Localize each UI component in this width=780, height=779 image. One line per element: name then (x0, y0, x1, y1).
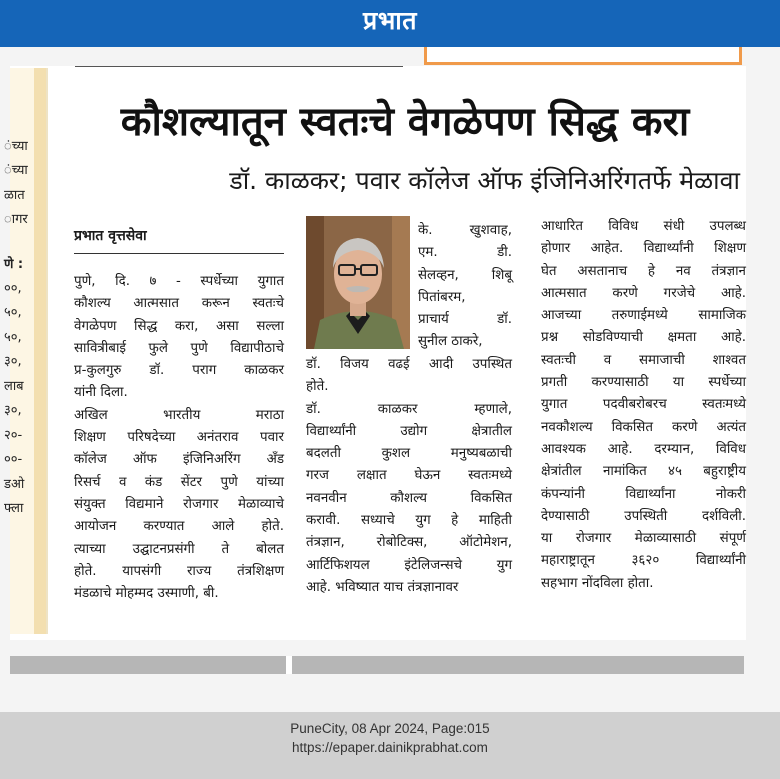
source-url[interactable]: https://epaper.dainikprabhat.com (292, 740, 488, 755)
text-line: सुनील ठाकरे, (418, 334, 483, 350)
article-byline: प्रभात वृत्तसेवा (74, 228, 147, 244)
text-line: आधारित विविध संधी उपलब्ध (541, 219, 746, 234)
text-line: स्वतःची व समाजाची शाश्वत (541, 352, 746, 368)
article-column-2-beside-photo (418, 220, 512, 354)
text-line: कंपन्यांनी विद्यार्थ्यांना नोकरी (541, 486, 746, 502)
adjacent-text-fragment: २०- (4, 428, 23, 443)
text-line: डॉ. काळकर म्हणाले, (306, 401, 512, 417)
byline-rule (74, 253, 284, 254)
adjacent-text-fragment: ंच्या (4, 139, 28, 154)
text-line: मंडळाचे मोहम्मद उस्माणी, बी. (74, 586, 219, 602)
text-line: आयोजन करण्यात आले होते. (74, 519, 284, 535)
text-line: कौशल्य आत्मसात करून स्वतःचे (74, 296, 284, 312)
text-line: आर्टिफिशयल इंटेलिजन्सचे युग (306, 557, 512, 573)
bottom-gray-bar-right (292, 656, 744, 674)
adjacent-box-edge (424, 47, 742, 65)
text-line: होणार आहेत. विद्यार्थ्यांनी शिक्षण (541, 241, 746, 257)
text-line: संयुक्त विद्यमाने रोजगार मेळाव्याचे (74, 496, 284, 512)
adjacent-text-fragment: ५०, (4, 330, 22, 345)
text-line: प्रश्न सोडविण्याची क्षमता आहे. (541, 330, 746, 346)
text-line: देण्यासाठी उपस्थिती दर्शविली. (541, 508, 746, 524)
text-line: एम. डी. (418, 245, 512, 261)
adjacent-text-fragment: ००, (4, 281, 22, 296)
text-line: विद्यार्थ्यांनी उद्योग क्षेत्रातील (306, 423, 512, 439)
text-line: वेगळेपण सिद्ध करा, असा सल्ला (74, 318, 284, 334)
top-bar (0, 0, 780, 47)
text-line: बदलती कुशल मनुष्यबळाची (306, 446, 512, 462)
adjacent-text-fragment: ००- (4, 452, 23, 467)
adjacent-text-fragment: फ्ला (4, 501, 24, 516)
edition-info: PuneCity, 08 Apr 2024, Page:015 (290, 721, 490, 736)
text-line: तंत्रज्ञान, रोबोटिक्स, ऑटोमेशन, (306, 535, 512, 551)
text-line: शिक्षण परिषदेच्या अनंतराव पवार (74, 430, 284, 446)
text-line: युगात पदवीबरोबरच स्वतःमध्ये (541, 397, 746, 413)
text-line: क्षेत्रांतील नामांकित ४५ बहुराष्ट्रीय (541, 464, 746, 480)
article-column-3 (541, 216, 746, 595)
adjacent-column-strip (4, 68, 48, 634)
text-line: होते. (306, 379, 329, 395)
article-subheadline: डॉ. काळकर; पवार कॉलेज ऑफ इंजिनिअरिंगतर्फे मेळावा (229, 166, 740, 195)
portrait-photo (306, 216, 410, 349)
text-line: नवकौशल्य विकसित करणे अत्यंत (541, 419, 746, 435)
brand-logo: प्रभात (362, 6, 418, 35)
adjacent-text-fragment: डओ (4, 477, 25, 492)
text-line: महाराष्ट्रातून ३६२० विद्यार्थ्यांनी (541, 553, 746, 569)
text-line: आवश्यक आहे. दरम्यान, विविध (541, 441, 746, 457)
text-line: त्याच्या उद्घाटनप्रसंगी ते बोलत (74, 541, 284, 557)
text-line: घेत असतानाच हे नव तंत्रज्ञान (541, 263, 746, 279)
portrait-image (306, 216, 410, 349)
text-line: गरज लक्षात घेऊन स्वतःमध्ये (306, 468, 512, 484)
text-line: नवनवीन कौशल्य विकसित (306, 490, 512, 506)
text-line: प्र-कुलगुरु डॉ. पराग काळकर (74, 363, 284, 379)
source-footer (0, 712, 780, 779)
article-column-1 (74, 271, 284, 605)
text-line: अखिल भारतीय मराठा (74, 407, 284, 423)
text-line: होते. यापसंगी राज्य तंत्रशिक्षण (74, 563, 284, 579)
article-headline: कौशल्यातून स्वतःचे वेगळेपण सिद्ध करा (120, 99, 690, 145)
adjacent-text-fragment: ३०, (4, 403, 22, 418)
text-line: सावित्रीबाई फुले पुणे विद्यापीठाचे (74, 340, 284, 356)
text-line: प्रगती करण्यासाठी या स्पर्धेच्या (541, 375, 746, 391)
text-line: या रोजगार मेळाव्यासाठी संपूर्ण (541, 531, 746, 547)
text-line: आजच्या तरुणाईमध्ये सामाजिक (541, 308, 746, 324)
text-line: सहभाग नोंदविला होता. (541, 575, 654, 591)
adjacent-text-fragment: ३०, (4, 354, 22, 369)
text-line: आत्मसात करणे गरजेचे आहे. (541, 285, 746, 301)
article-column-2 (306, 354, 512, 599)
adjacent-text-fragment: ागर (4, 212, 28, 227)
adjacent-text-fragment: णे : (4, 257, 24, 272)
text-line: कॉलेज ऑफ इंजिनिअरिंग अँड (74, 452, 284, 468)
text-line: सेलव्हन, शिबू (418, 267, 512, 283)
adjacent-text-fragment: ५०, (4, 305, 22, 320)
adjacent-text-fragment: ळात (4, 188, 25, 203)
adjacent-text-fragment: लाब (4, 379, 24, 394)
text-line: पितांबरम, (418, 289, 466, 305)
bottom-gray-bar-left (10, 656, 286, 674)
text-line: आहे. भविष्यात याच तंत्रज्ञानावर (306, 579, 459, 595)
adjacent-text-fragment: ंच्या (4, 163, 28, 178)
text-line: डॉ. विजय वढई आदी उपस्थित (306, 357, 512, 372)
text-line: करावी. सध्याचे युग हे माहिती (306, 513, 512, 529)
top-rule (75, 66, 403, 67)
text-line: के. खुशवाह, (418, 223, 512, 238)
text-line: पुणे, दि. ७ - स्पर्धेच्या युगात (74, 274, 284, 289)
text-line: प्राचार्य डॉ. (418, 312, 512, 328)
text-line: यांनी दिला. (74, 385, 128, 401)
text-line: रिसर्च व कंड सेंटर पुणे यांच्या (74, 474, 284, 490)
